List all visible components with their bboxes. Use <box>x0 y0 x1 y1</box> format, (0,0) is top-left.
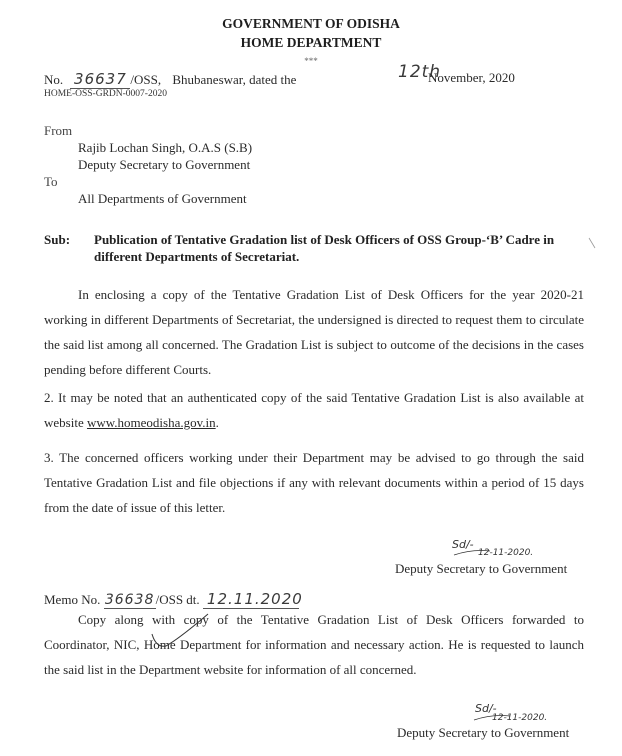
signature-1-date: 12-11-2020. <box>478 548 534 558</box>
subject-label: Sub: <box>44 232 71 247</box>
reference-place-date-label: Bhubaneswar, dated the <box>172 72 297 87</box>
from-label: From <box>44 123 73 138</box>
memo-date-handwritten: 12.11.2020 <box>203 590 299 609</box>
reference-date-suffix: November, 2020 <box>428 70 515 85</box>
reference-no-handwritten: 36637 <box>70 70 130 89</box>
letterhead-government: GOVERNMENT OF ODISHA <box>222 16 400 31</box>
from-name: Rajib Lochan Singh, O.A.S (S.B) <box>78 140 253 155</box>
from-designation: Deputy Secretary to Government <box>78 157 251 172</box>
reference-file-code: HOME-OSS-GRDN-0007-2020 <box>44 89 167 99</box>
signature-2-date: 12-11-2020. <box>492 713 548 723</box>
to-recipient: All Departments of Government <box>78 191 247 206</box>
reference-line <box>44 70 296 89</box>
subject-line-2: different Departments of Secretariat. <box>94 249 300 264</box>
body-paragraph-2: 2. It may be noted that an authenticated copy of the said Tentative Gradation List is also available at website www.homeodisha.gov.in. <box>44 390 584 430</box>
memo-no-suffix: /OSS dt. <box>155 592 200 607</box>
body-paragraph-1: In enclosing a copy of the Tentative Gradation List of Desk Officers for the year 2020-21 working in different Departments of Secretariat, the undersigned is directed to request them to circulate the said list among all concerned. The Gradation List is subject to outcome of the decisions in the cases pending before different Courts. <box>44 287 584 377</box>
signature-2-initials: Sd/- <box>475 702 497 715</box>
signature-2-designation: Deputy Secretary to Government <box>397 725 570 740</box>
to-label: To <box>44 174 58 189</box>
signature-1-designation: Deputy Secretary to Government <box>395 561 568 576</box>
reference-date-handwritten: 12th <box>398 62 442 82</box>
subject-line-1: Publication of Tentative Gradation list of Desk Officers of OSS Group-‘B’ Cadre in <box>94 232 555 247</box>
body-paragraph-3: 3. The concerned officers working under their Department may be advised to go through the said Tentative Gradation List and file objections if any with relevant documents within a period of 15 days from the date of issue of this letter. <box>44 450 584 515</box>
letterhead-department: HOME DEPARTMENT <box>240 35 382 50</box>
checkmark-icon <box>150 612 210 652</box>
memo-no-label: Memo No. <box>44 592 101 607</box>
stray-mark-icon <box>588 236 598 250</box>
memo-paragraph: Copy along with copy of the Tentative Gradation List of Desk Officers forwarded to Coordinator, NIC, Home Department for information and necessary action. He is requested to launch the said list in the Department website for information of all concerned. <box>44 612 584 677</box>
signature-1-initials: Sd/- <box>452 538 474 551</box>
website-link[interactable]: www.homeodisha.gov.in <box>86 415 216 430</box>
memo-no-handwritten: 36638 <box>104 592 155 608</box>
reference-no-suffix: /OSS, <box>130 72 162 87</box>
letterhead-separator: *** <box>304 56 318 66</box>
reference-no-label: No. <box>44 72 64 87</box>
